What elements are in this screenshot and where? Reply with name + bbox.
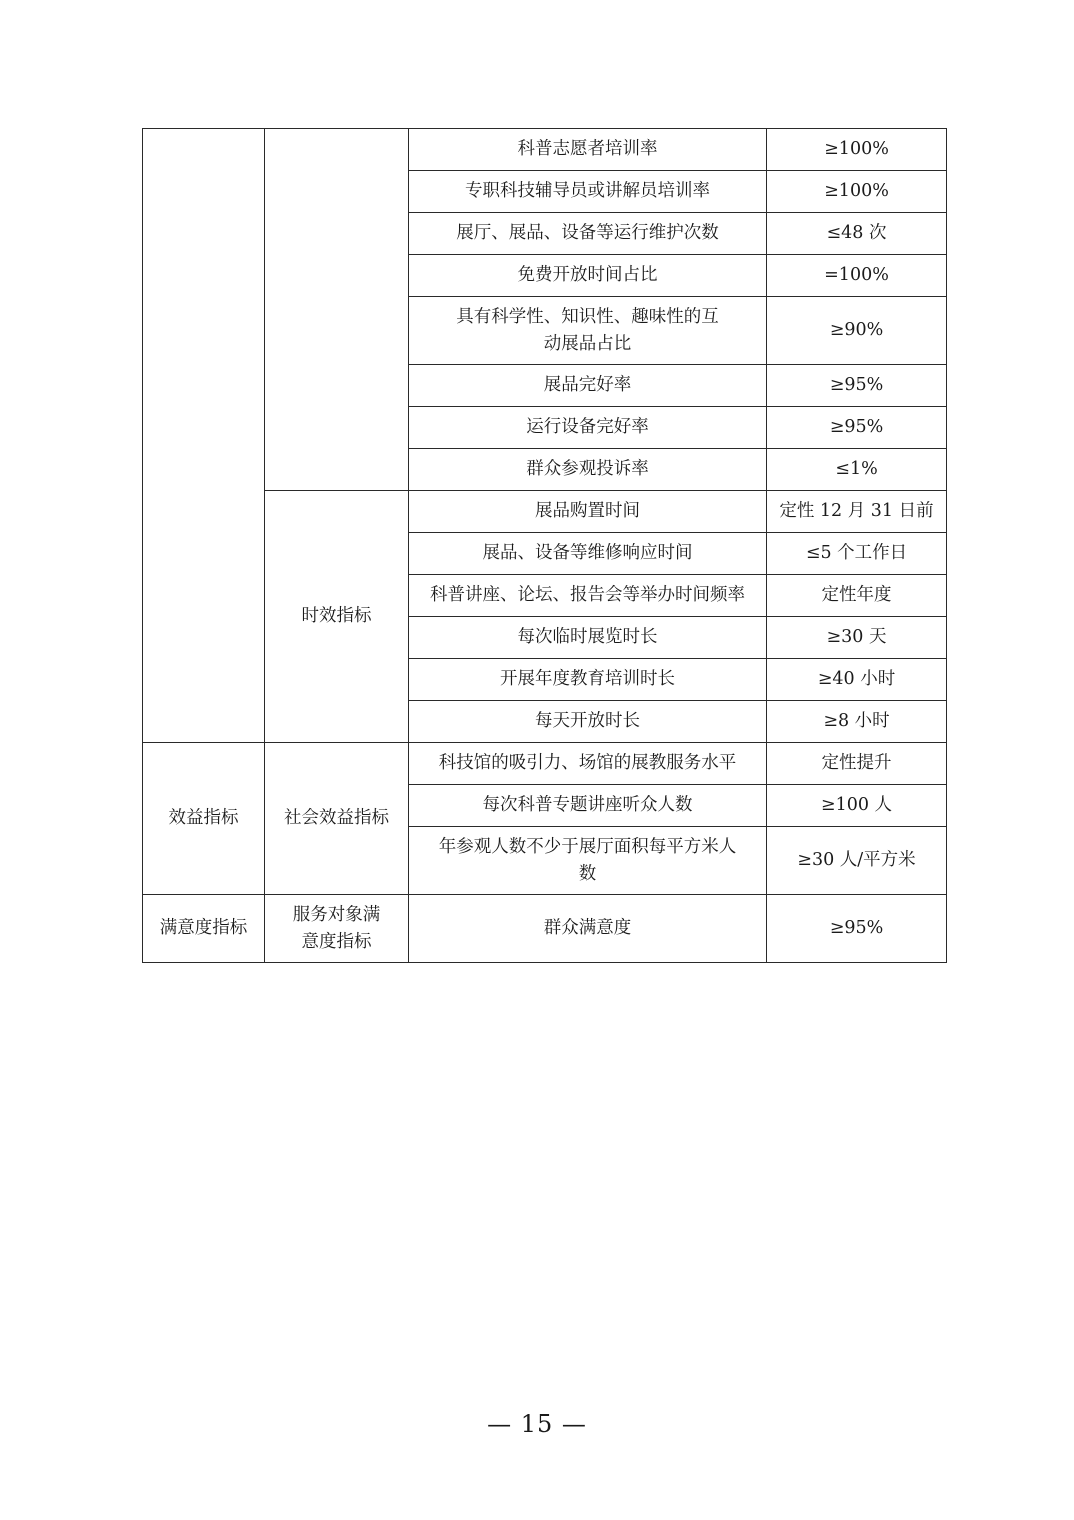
target-value-cell: ≥30 人/平方米 xyxy=(767,827,947,895)
indicator-cell: 每天开放时长 xyxy=(409,701,767,743)
target-value-cell: 定性提升 xyxy=(767,743,947,785)
indicator-cell: 科技馆的吸引力、场馆的展教服务水平 xyxy=(409,743,767,785)
level1-cell-benefit: 效益指标 xyxy=(143,743,265,895)
indicator-cell: 专职科技辅导员或讲解员培训率 xyxy=(409,171,767,213)
target-value-cell: 定性年度 xyxy=(767,575,947,617)
level2-cell-social-benefit: 社会效益指标 xyxy=(265,743,409,895)
indicator-cell: 展品购置时间 xyxy=(409,491,767,533)
target-value-cell: ≥100 人 xyxy=(767,785,947,827)
target-value-cell: ≥95% xyxy=(767,407,947,449)
table-row xyxy=(143,129,947,171)
indicator-cell: 科普讲座、论坛、报告会等举办时间频率 xyxy=(409,575,767,617)
target-value-cell: ≥100% xyxy=(767,171,947,213)
target-value-cell: ≥40 小时 xyxy=(767,659,947,701)
indicator-cell: 开展年度教育培训时长 xyxy=(409,659,767,701)
table-row xyxy=(143,895,947,963)
indicator-cell: 年参观人数不少于展厅面积每平方米人数 xyxy=(409,827,767,895)
level2-cell-service-satisfaction: 服务对象满意度指标 xyxy=(265,895,409,963)
indicator-cell: 展品、设备等维修响应时间 xyxy=(409,533,767,575)
target-value-cell: =100% xyxy=(767,255,947,297)
target-value-cell: ≥30 天 xyxy=(767,617,947,659)
level1-cell-continued xyxy=(143,129,265,743)
indicator-cell: 运行设备完好率 xyxy=(409,407,767,449)
table-row xyxy=(143,743,947,785)
target-value-cell: ≥95% xyxy=(767,365,947,407)
indicator-cell: 群众参观投诉率 xyxy=(409,449,767,491)
indicator-cell: 免费开放时间占比 xyxy=(409,255,767,297)
target-value-cell: ≥90% xyxy=(767,297,947,365)
target-value-cell: ≥95% xyxy=(767,895,947,963)
level2-cell-timeliness: 时效指标 xyxy=(265,491,409,743)
target-value-cell: ≥8 小时 xyxy=(767,701,947,743)
target-value-cell: ≤5 个工作日 xyxy=(767,533,947,575)
indicator-cell: 每次科普专题讲座听众人数 xyxy=(409,785,767,827)
indicator-cell: 群众满意度 xyxy=(409,895,767,963)
level1-cell-satisfaction: 满意度指标 xyxy=(143,895,265,963)
target-value-cell: ≥100% xyxy=(767,129,947,171)
target-value-cell: ≤1% xyxy=(767,449,947,491)
indicator-cell: 展品完好率 xyxy=(409,365,767,407)
performance-indicator-table xyxy=(142,128,947,963)
indicator-cell: 展厅、展品、设备等运行维护次数 xyxy=(409,213,767,255)
indicator-cell: 具有科学性、知识性、趣味性的互动展品占比 xyxy=(409,297,767,365)
indicator-cell: 每次临时展览时长 xyxy=(409,617,767,659)
indicator-cell: 科普志愿者培训率 xyxy=(409,129,767,171)
target-value-cell: 定性 12 月 31 日前 xyxy=(767,491,947,533)
target-value-cell: ≤48 次 xyxy=(767,213,947,255)
page-number: — 15 — xyxy=(487,1410,587,1438)
level2-cell-continued xyxy=(265,129,409,491)
